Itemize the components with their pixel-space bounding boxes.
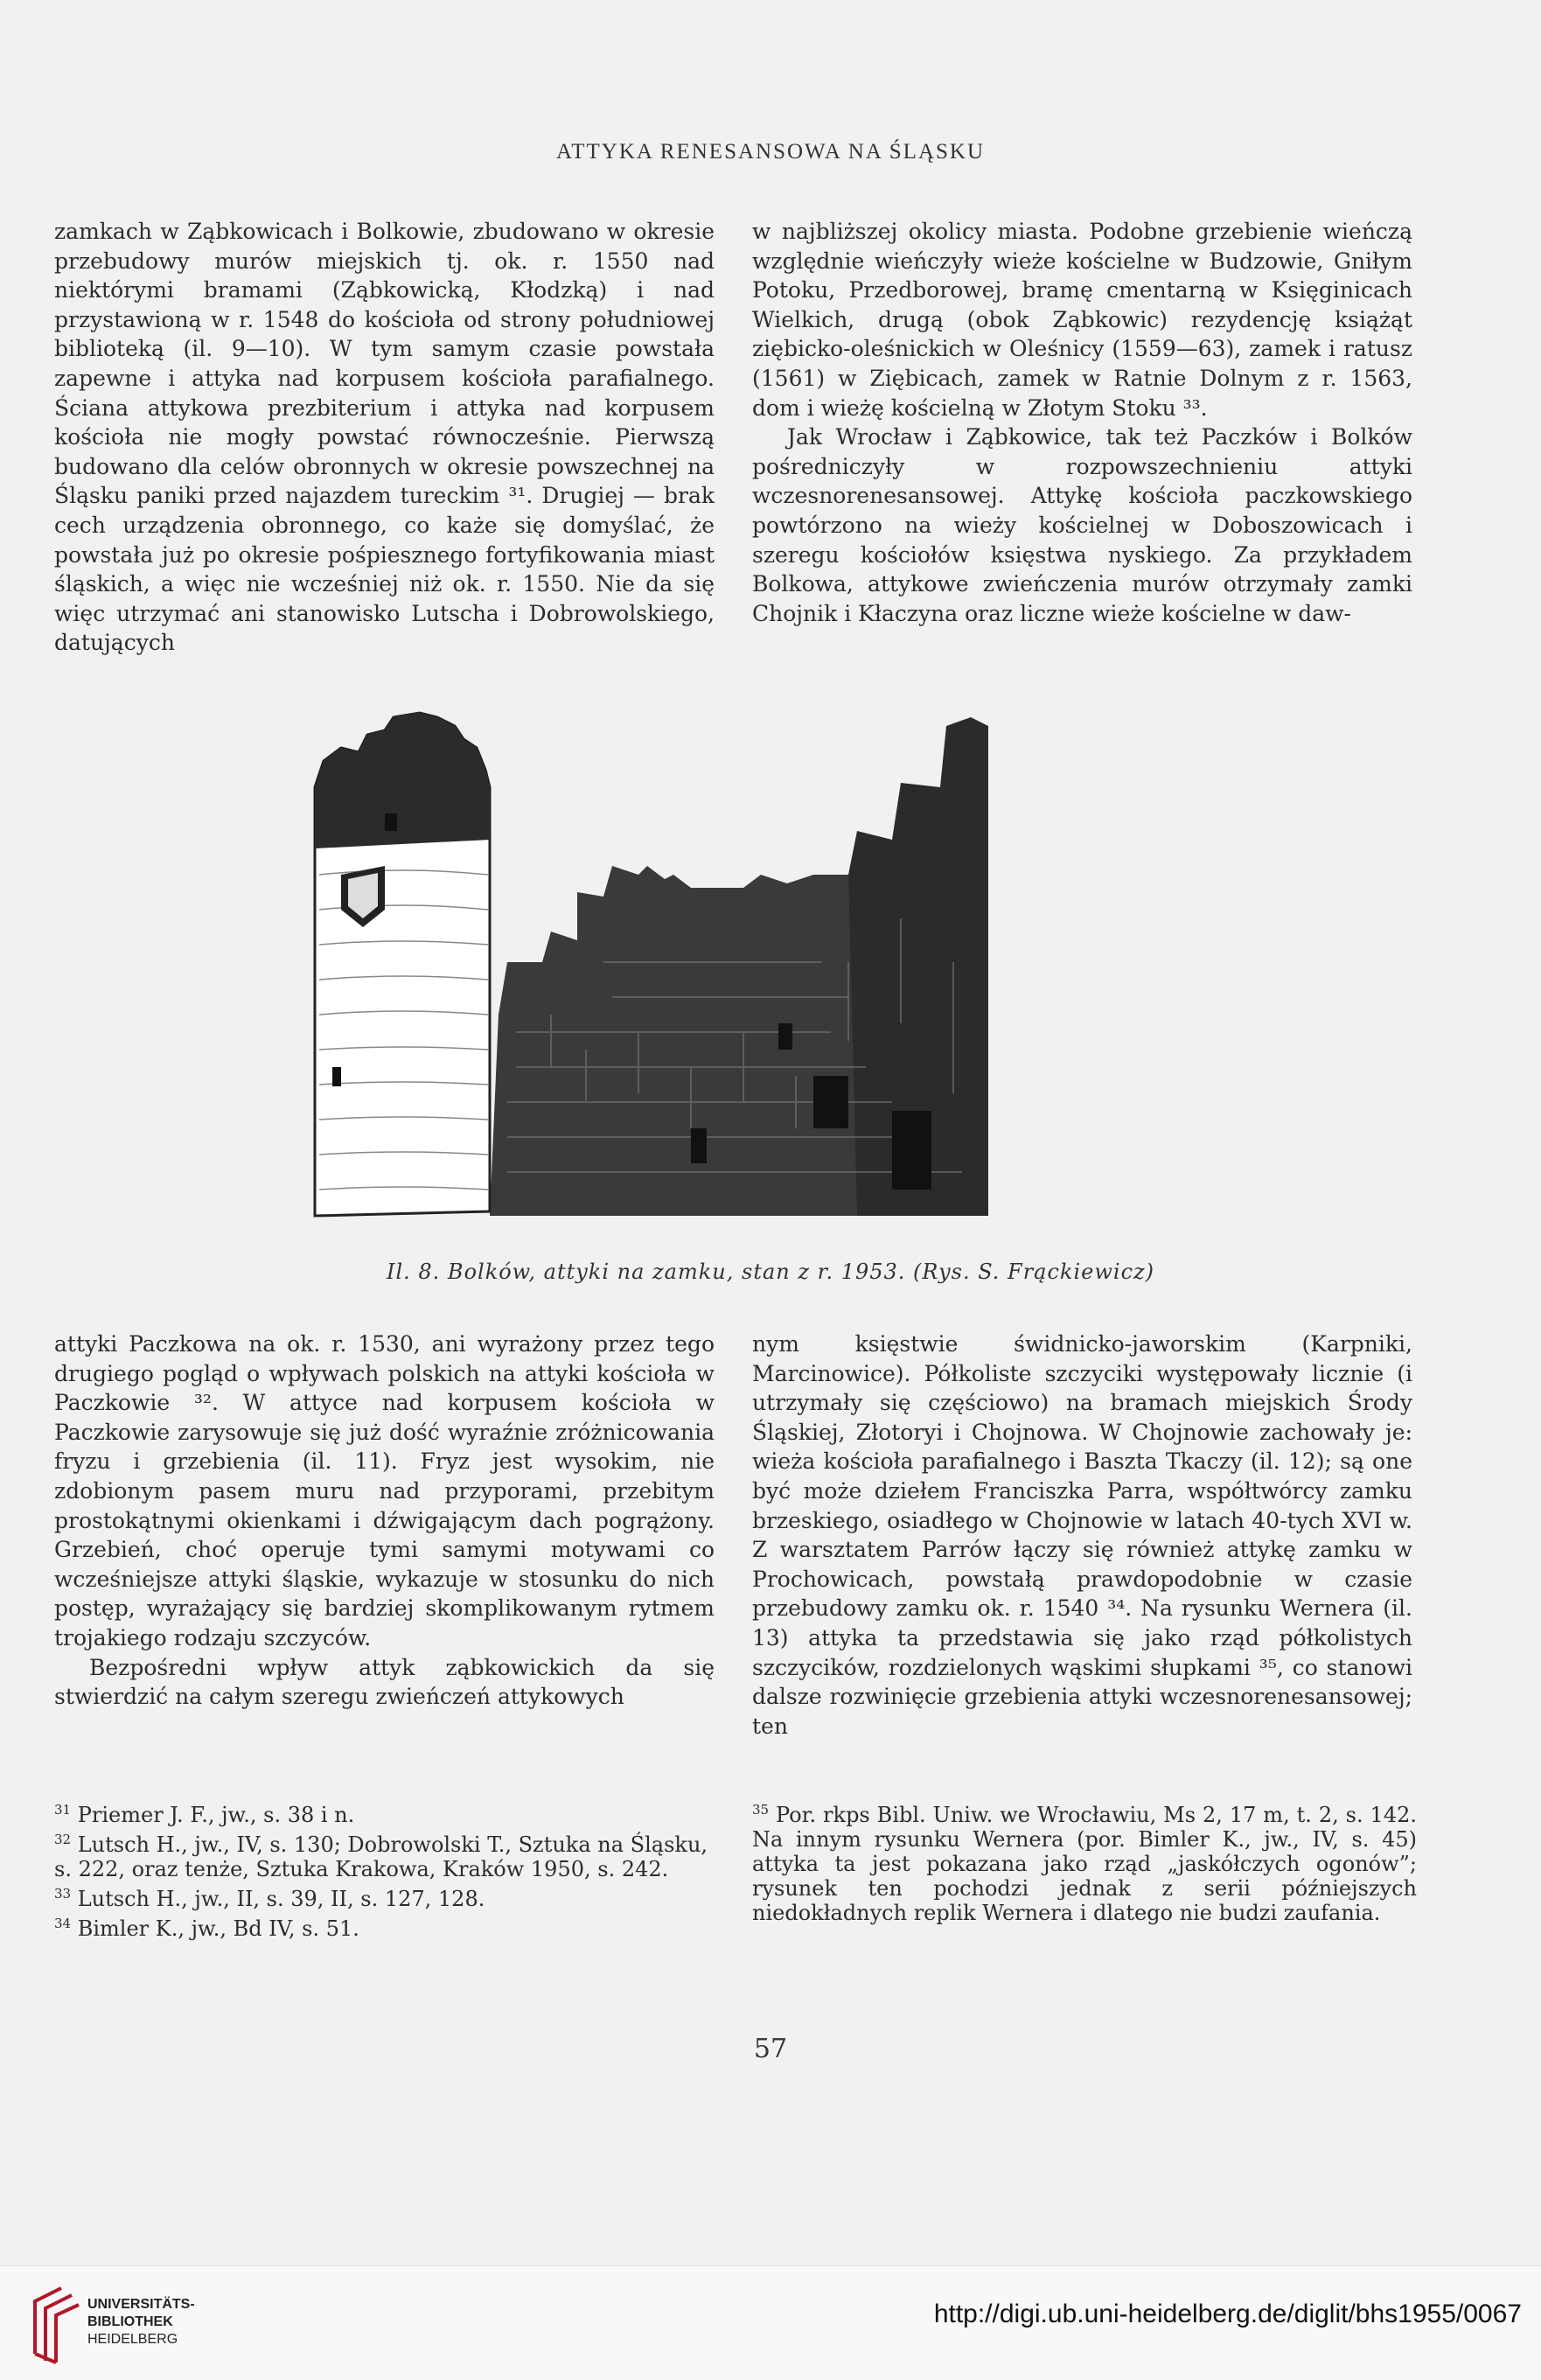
library-name: [87, 2296, 195, 2349]
footnote-number: 32: [54, 1832, 72, 1847]
castle-drawing-figure: [289, 700, 1189, 1225]
running-head: ATTYKA RENESANSOWA NA ŚLĄSKU: [555, 140, 986, 164]
paragraph: zamkach w Ząbkowicach i Bolkowie, zbudowano w okresie przebudowy murów miejskich tj. ok. r. 1550 nad niektórymi bramami (Ząbkowicką, Kłodzką) i nad przystawioną w r. 1548 do kościoła od strony południowej biblioteką (il. 9—10). W tym samym czasie powstała zapewne i attyka nad korpusem kościoła parafialnego. Ściana attykowa prezbiterium i attyka nad korpusem kościoła nie mogły powstać równocześnie. Pierwszą budowano dla celów obronnych w okresie powszechnej na Śląsku paniki przed najazdem tureckim ³¹. Drugiej — brak cech urządzenia obronnego, co każe się domyślać, że powstała już po okresie pośpiesznego fortyfikowania miast śląskich, a więc nie wcześniej niż ok. r. 1550. Nie da się więc utrzymać ani stanowisko Lutscha i Dobrowolskiego, datujących: [54, 219, 715, 656]
footnotes-left: [54, 1797, 719, 1941]
footnote: [54, 1797, 719, 1827]
page-number: 57: [753, 2034, 788, 2064]
footnote-number: 31: [54, 1802, 72, 1818]
footnote-number: 35: [752, 1802, 770, 1818]
footnote: [54, 1911, 719, 1941]
footnote-number: 33: [54, 1886, 72, 1902]
footnote-text: Lutsch H., jw., IV, s. 130; Dobrowolski T., Sztuka na Śląsku, s. 222, oraz tenże, Sztuka Krakowa, Kraków 1950, s. 242.: [54, 1832, 708, 1881]
footnote-text: Bimler K., jw., Bd IV, s. 51.: [77, 1916, 359, 1941]
footnote: [752, 1797, 1417, 1925]
footnote: [54, 1881, 719, 1911]
footnote: [54, 1827, 719, 1881]
bottom-left-column: [54, 1330, 715, 1712]
source-url-link[interactable]: http://digi.ub.uni-heidelberg.de/diglit/bhs1955/0067: [933, 2300, 1522, 2328]
top-right-column: [752, 217, 1412, 628]
paragraph: attyki Paczkowa na ok. r. 1530, ani wyrażony przez tego drugiego pogląd o wpływach polskich na attyki kościoła w Paczkowie ³². W attyce nad korpusem kościoła w Paczkowie zarysowuje się już dość wyraźnie zróżnicowania fryzu i grzebienia (il. 11). Fryz jest wysokim, nie zdobionym pasem muru nad przyporami, przebitym prostokątnymi okienkami i dźwigającym dach pogrążony. Grzebień, choć operuje tymi samymi motywami co wcześniejsze attyki śląskie, wykazuje w stosunku do nich postęp, wyrażający się bardziej skomplikowanym rytmem trojakiego rodzaju szczyców.: [54, 1331, 715, 1651]
library-footer: [0, 2265, 1541, 2380]
footnote-text: Priemer J. F., jw., s. 38 i n.: [77, 1803, 355, 1827]
bottom-right-column: [752, 1330, 1412, 1741]
library-name-line: BIBLIOTHEK: [87, 2314, 173, 2329]
paragraph: w najbliższej okolicy miasta. Podobne grzebienie wieńczą względnie wieńczyły wieże kościelne w Budzowie, Gniłym Potoku, Przedborowej, bramę cmentarną w Księginicach Wielkich, drugą (obok Ząbkowic) rezydencję książąt ziębicko-oleśnickich w Oleśnicy (1559—63), zamek i ratusz (1561) w Ziębicach, zamek w Ratnie Dolnym z r. 1563, dom i wieżę kościelną w Złotym Stoku ³³.: [752, 219, 1412, 421]
footnote-text: Por. rkps Bibl. Uniw. we Wrocławiu, Ms 2, 17 m, t. 2, s. 142. Na innym rysunku Wernera (por. Bimler K., jw., IV, s. 45) attyka ta jest pokazana jako rząd „jaskółczych ogonów”; rysunek ten pochodzi jednak z serii późniejszych niedokładnych replik Wernera i dlatego nie budzi zaufania.: [752, 1803, 1417, 1925]
castle-drawing-icon: [289, 700, 1189, 1225]
footnotes-right: [752, 1797, 1417, 1925]
library-name-line: UNIVERSITÄTS-: [87, 2297, 195, 2312]
library-name-line: HEIDELBERG: [87, 2332, 178, 2347]
top-left-column: [54, 217, 715, 658]
paragraph: Bezpośredni wpływ attyk ząbkowickich da się stwierdzić na całym szeregu zwieńczeń attykowych: [54, 1654, 715, 1710]
footnote-text: Lutsch H., jw., II, s. 39, II, s. 127, 128.: [77, 1887, 485, 1911]
footnote-number: 34: [54, 1916, 72, 1931]
figure-caption: Il. 8. Bolków, attyki na zamku, stan z r. 1953. (Rys. S. Frąckiewicz): [386, 1260, 1155, 1284]
paragraph: Jak Wrocław i Ząbkowice, tak też Paczków i Bolków pośredniczyły w rozpowszechnieniu attyki wczesnorenesansowej. Attykę kościoła paczkowskiego powtórzono na wieży kościelnej w Doboszowicach i szeregu kościołów księstwa nyskiego. Za przykładem Bolkowa, attykowe zwieńczenia murów otrzymały zamki Chojnik i Kłaczyna oraz liczne wieże kościelne w daw-: [752, 424, 1412, 626]
paragraph: nym księstwie świdnicko-jaworskim (Karpniki, Marcinowice). Półkoliste szczyciki występowały licznie (i utrzymały się częściowo) na bramach miejskich Środy Śląskiej, Złotoryi i Chojnowa. W Chojnowie zachowały je: wieża kościoła parafialnego i Baszta Tkaczy (il. 12); są one być może dziełem Franciszka Parra, współtwórcy zamku brzeskiego, osiadłego w Chojnowie w latach 40-tych XVI w. Z warsztatem Parrów łączy się również attykę zamku w Prochowicach, powstałą prawdopodobnie w czasie przebudowy zamku ok. r. 1540 ³⁴. Na rysunku Wernera (il. 13) attyka ta przedstawia się jako rząd półkolistych szczycików, rozdzielonych wąskimi słupkami ³⁵, co stanowi dalsze rozwinięcie grzebienia attyki wczesnorenesansowej; ten: [752, 1331, 1412, 1739]
